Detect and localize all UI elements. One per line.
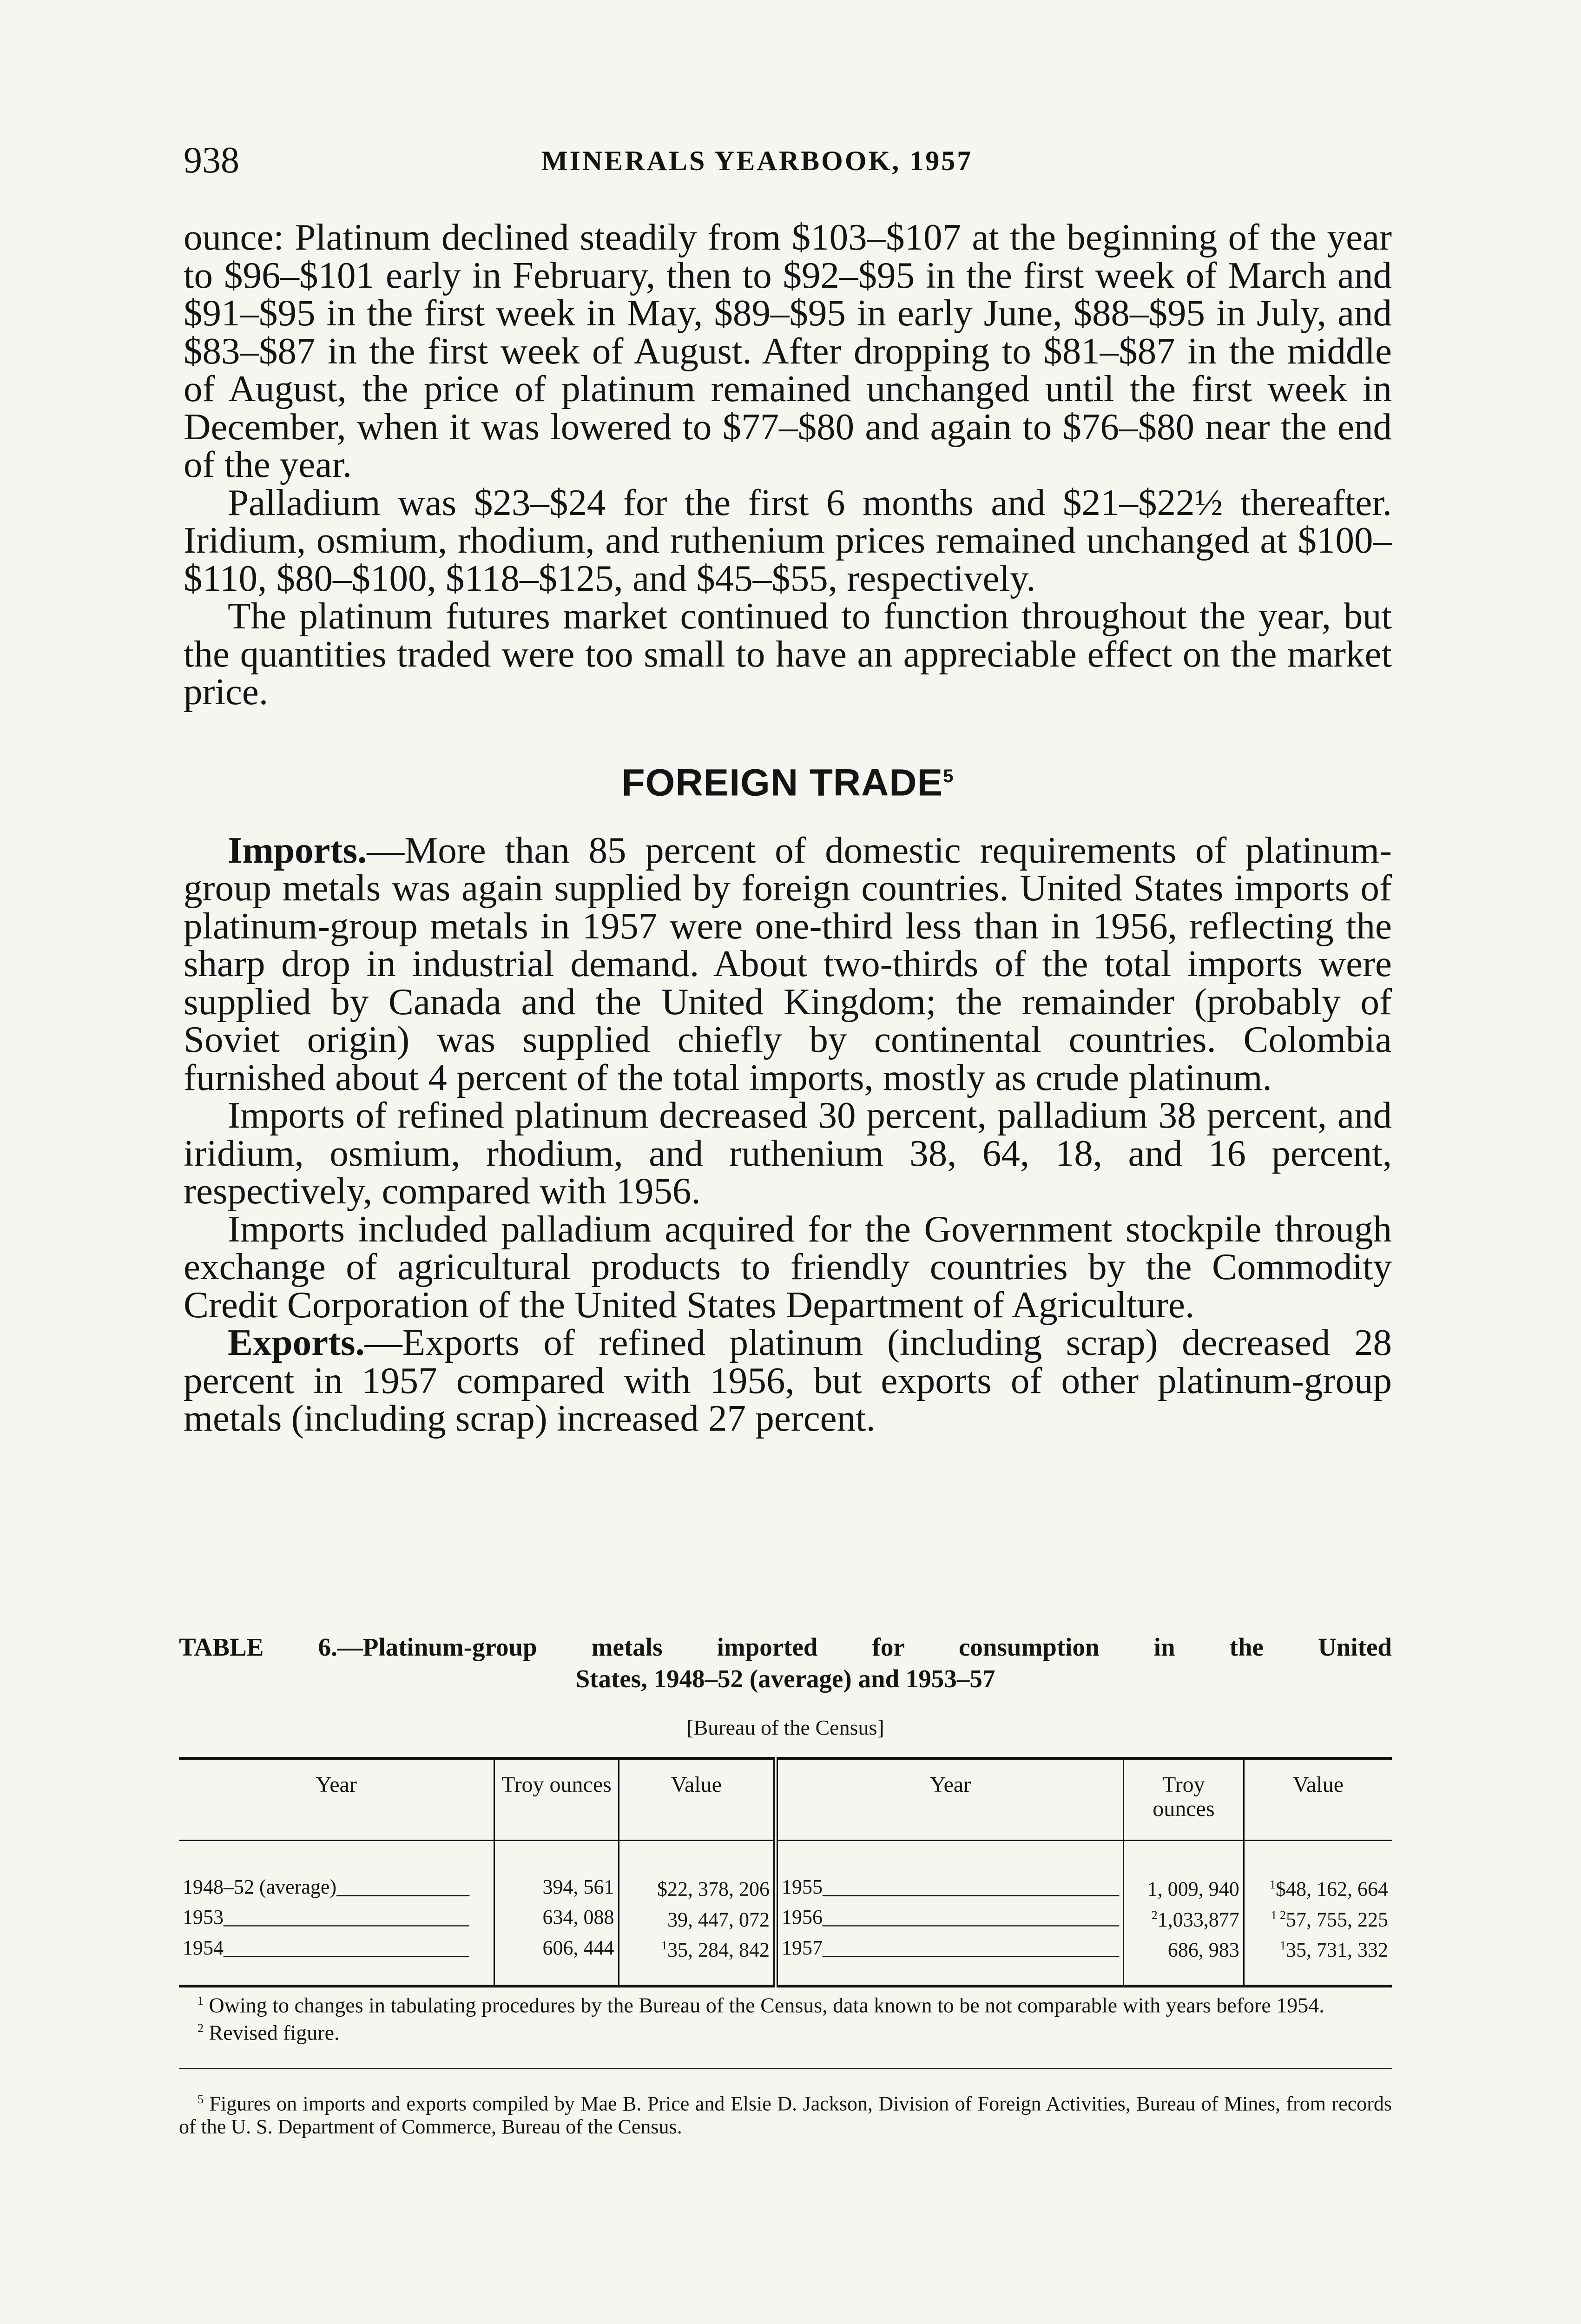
col-header-ounces-left: Troy ounces — [494, 1758, 619, 1841]
value-text: $48, 162, 664 — [1276, 1877, 1388, 1901]
paragraph-imports-refined: Imports of refined platinum decreased 30 percent, palladium 38 percent, and iridium, osmium, rhodium, and ruthenium 38, 64, 18, and 16 percent, respectively, compared with 1956. — [184, 1094, 1392, 1212]
value-text: 57, 755, 225 — [1286, 1908, 1388, 1931]
section-title: FOREIGN TRADE — [621, 761, 943, 804]
imports-label: Imports. — [228, 829, 367, 871]
cell-value — [1244, 1933, 1392, 1986]
year-label: 1955 — [781, 1875, 823, 1898]
year-label: 1956 — [781, 1906, 823, 1929]
footnote-mark: 1 2 — [1271, 1908, 1286, 1922]
paragraph-palladium-prices: Palladium was $23–$24 for the first 6 months and $21–$22½ thereafter. Iridium, osmium, rhodium, and ruthenium prices remained unchanged at $100–$110, $80–$100, $118–$125, and $45–$55, respectively. — [184, 481, 1392, 599]
footnote-mark: 2 — [198, 2021, 204, 2035]
col-header-ounces-right: Troy ounces — [1123, 1758, 1244, 1841]
cell-ounces: 394, 561 — [494, 1841, 619, 1902]
exports-text: —Exports of refined platinum (including scrap) decreased 28 percent in 1957 compared with 1956, but exports of other platinum-group metals (including scrap) increased 27 percent. — [184, 1321, 1392, 1439]
section-heading-foreign-trade — [184, 755, 1392, 804]
footnote-5 — [179, 2088, 1392, 2139]
page-number: 938 — [184, 140, 239, 181]
cell-ounces — [1123, 1902, 1244, 1933]
value-text: $22, 378, 206 — [657, 1877, 770, 1901]
footnote-mark: 1 — [1280, 1939, 1286, 1953]
cell-ounces — [1123, 1933, 1244, 1986]
cell-ounces: 606, 444 — [494, 1933, 619, 1986]
footnote-mark: 5 — [198, 2092, 204, 2106]
cell-value — [1244, 1902, 1392, 1933]
footnote-2 — [179, 2017, 1392, 2044]
table-row — [179, 1841, 1392, 1902]
cell-year — [776, 1841, 1124, 1902]
col-header-year-left: Year — [179, 1758, 494, 1841]
paragraph-imports — [184, 829, 1392, 1098]
dot-leader: ________________________ — [224, 1906, 469, 1929]
value-text: 39, 447, 072 — [667, 1908, 770, 1931]
table-caption — [179, 1631, 1392, 1695]
running-title: MINERALS YEARBOOK, 1957 — [541, 145, 973, 176]
ounces-text: 1,033,877 — [1157, 1908, 1239, 1931]
footnote-text: Revised figure. — [209, 2020, 340, 2045]
cell-value — [619, 1933, 776, 1986]
exports-label: Exports. — [228, 1321, 365, 1364]
table-header-row — [179, 1758, 1392, 1841]
footnote-text: Figures on imports and exports compiled by Mae B. Price and Elsie D. Jackson, Division of Foreign Activities, Bureau of Mines, from records of the U. S. Department of Commerce, Bureau of the Census. — [179, 2092, 1392, 2139]
footnote-mark: 1 — [1270, 1878, 1276, 1891]
table-row — [179, 1902, 1392, 1933]
dot-leader: ________________________ — [224, 1936, 469, 1960]
year-label: 1954 — [183, 1936, 224, 1960]
dot-leader: _____________________________ — [822, 1906, 1119, 1929]
value-text: 35, 731, 332 — [1286, 1938, 1388, 1961]
paragraph-imports-stockpile: Imports included palladium acquired for the Government stockpile through exchange of agricultural products to friendly countries by the Commodity Credit Corporation of the United States Department of Agriculture. — [184, 1208, 1392, 1326]
table-caption-line-1: TABLE 6.—Platinum-group metals imported for consumption in the United — [179, 1633, 1392, 1661]
imports-text: —More than 85 percent of domestic requirements of platinum-group metals was again supplied by foreign countries. United States imports of platinum-group metals in 1957 were one-third less than in 1956, reflecting the sharp drop in industrial demand. About two-thirds of the total imports were supplied by Canada and the United Kingdom; the remainder (probably of Soviet origin) was supplied chiefly by continental countries. Colombia furnished about 4 percent of the total imports, mostly as crude platinum. — [184, 829, 1392, 1098]
cell-value — [619, 1902, 776, 1933]
col-header-value-left: Value — [619, 1758, 776, 1841]
footnote-divider — [179, 2068, 1392, 2069]
cell-ounces: 634, 088 — [494, 1902, 619, 1933]
year-label: 1953 — [183, 1906, 224, 1929]
footnote-text: Owing to changes in tabulating procedures by the Bureau of the Census, data known to be not comparable with years before 1954. — [209, 1993, 1324, 2017]
cell-value — [1244, 1841, 1392, 1902]
imports-table — [179, 1757, 1392, 1987]
cell-value — [619, 1841, 776, 1902]
cell-year — [179, 1841, 494, 1902]
footnotes — [179, 1989, 1392, 2139]
col-header-year-right: Year — [776, 1758, 1124, 1841]
footnote-mark: 2 — [1151, 1908, 1158, 1922]
ounces-text: 1, 009, 940 — [1147, 1877, 1239, 1901]
cell-ounces — [1123, 1841, 1244, 1902]
paragraph-futures-market: The platinum futures market continued to function throughout the year, but the quantities traded were too small to have an appreciable effect on the market price. — [184, 595, 1392, 713]
section-footnote-ref: 5 — [943, 766, 954, 786]
cell-year — [179, 1902, 494, 1933]
dot-leader: _____________ — [336, 1875, 470, 1898]
paragraph-exports — [184, 1321, 1392, 1439]
footnote-mark: 1 — [661, 1939, 667, 1953]
footnote-1 — [179, 1989, 1392, 2017]
table-caption-line-2: States, 1948–52 (average) and 1953–57 — [575, 1664, 995, 1693]
ounces-text: 686, 983 — [1167, 1938, 1239, 1961]
cell-year — [776, 1902, 1124, 1933]
dot-leader: _____________________________ — [822, 1875, 1119, 1898]
table-source: [Bureau of the Census] — [686, 1716, 884, 1739]
paragraph-platinum-prices: ounce: Platinum declined steadily from $103–$107 at the beginning of the year to $96–$101 early in February, then to $92–$95 in the first week of March and $91–$95 in the first week in May, $89–$95 in early June, $88–$95 in July, and $83–$87 in the first week of August. After dropping to $81–$87 in the middle of August, the price of platinum remained unchanged until the first week in December, when it was lowered to $77–$80 and again to $76–$80 near the end of the year. — [184, 216, 1392, 485]
cell-year — [776, 1933, 1124, 1986]
value-text: 35, 284, 842 — [667, 1938, 770, 1961]
footnote-mark: 1 — [198, 1994, 204, 2007]
cell-year — [179, 1933, 494, 1986]
dot-leader: _____________________________ — [822, 1936, 1119, 1960]
page-header — [184, 139, 1392, 181]
col-header-value-right: Value — [1244, 1758, 1392, 1841]
year-label: 1957 — [781, 1936, 823, 1960]
body-text — [184, 218, 1392, 1438]
table-row — [179, 1933, 1392, 1986]
year-label: 1948–52 (average) — [183, 1875, 337, 1898]
